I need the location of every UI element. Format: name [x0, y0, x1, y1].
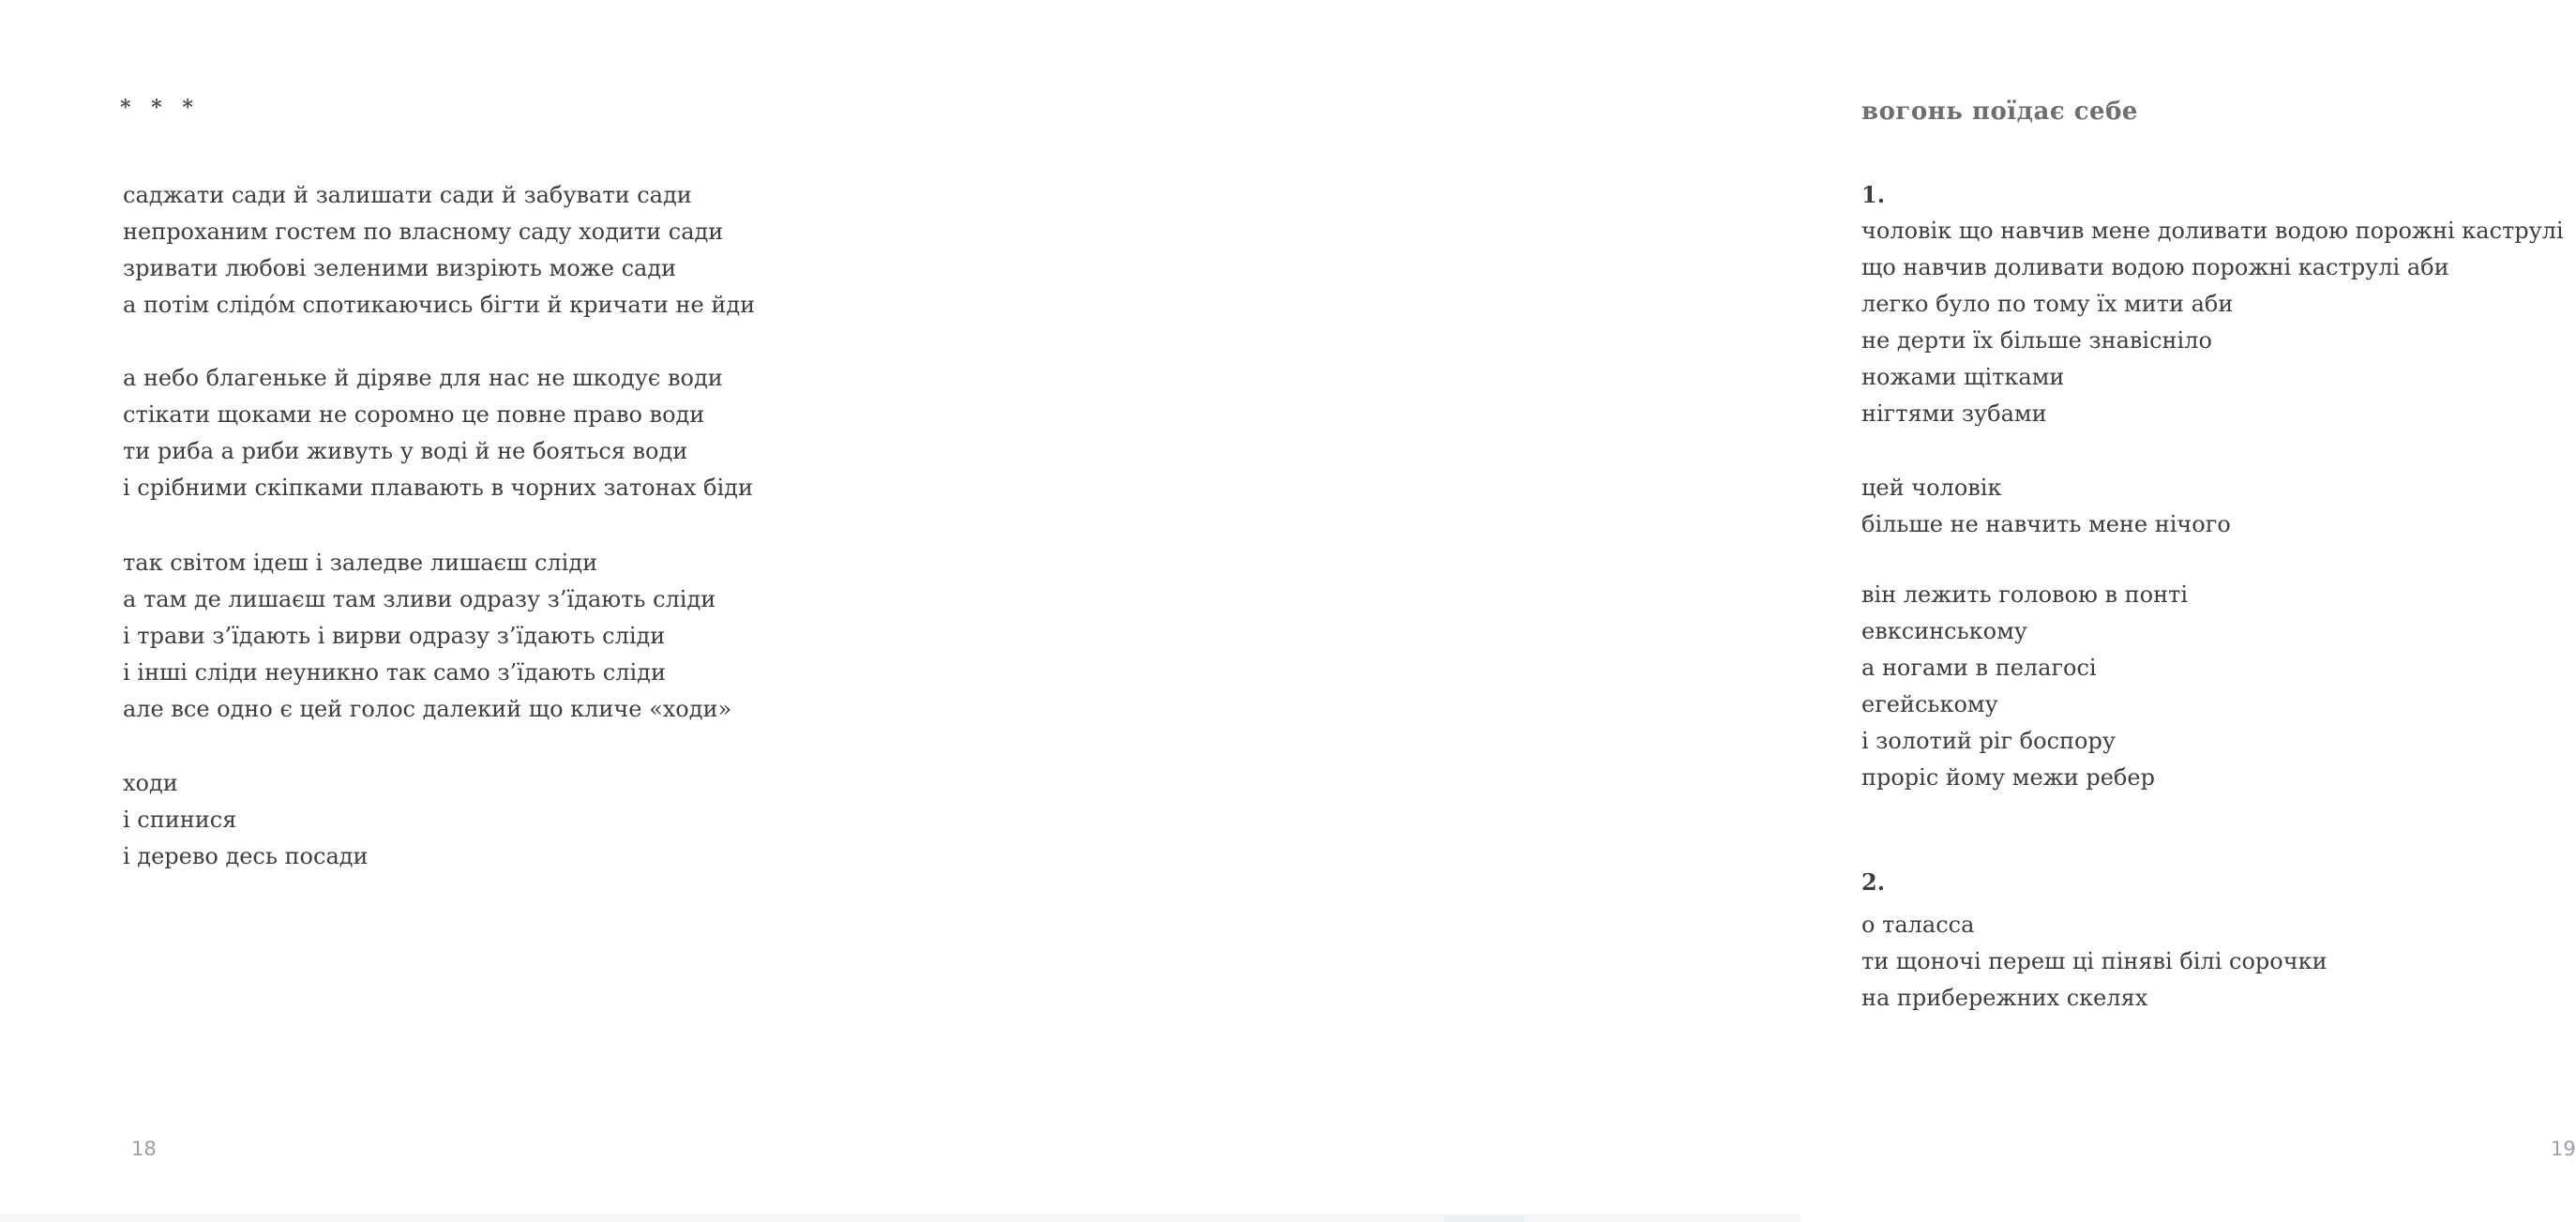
poem-stanza	[123, 360, 753, 506]
poem-line: але все одно є цей голос далекий що кличе «ходи»	[123, 696, 732, 722]
poem-stanza	[123, 545, 731, 728]
poem-line: стікати щоками не соромно це повне право води	[123, 401, 705, 428]
poem-line: так світом ідеш і заледве лишаєш сліди	[123, 550, 598, 576]
page-edge-shadow	[0, 1214, 1800, 1222]
poem-line: ножами щітками	[1861, 364, 2065, 390]
poem-line: і інші сліди неуникно так само з’їдають сліди	[123, 659, 666, 686]
poem-line: і срібними скіпками плавають в чорних затонах біди	[123, 475, 753, 501]
poem-line: а небо благеньке й діряве для нас не шкодує води	[123, 365, 723, 391]
left-page	[0, 0, 900, 1222]
poem-stanza	[1861, 213, 2564, 432]
poem-stanza	[123, 765, 369, 875]
poem-line: ти щоночі переш ці піняві білі сорочки	[1861, 948, 2327, 974]
poem-line: нігтями зубами	[1861, 400, 2047, 427]
untitled-poem-marker: * * *	[120, 96, 200, 120]
poem-line: евксинському	[1861, 618, 2027, 644]
poem-line: він лежить головою в понті	[1861, 581, 2189, 608]
poem-line: і дерево десь посади	[123, 843, 369, 869]
poem-line: чоловік що навчив мене доливати водою порожні каструлі	[1861, 218, 2564, 244]
page-number: 19	[2551, 1138, 2576, 1160]
poem-line: і золотий ріг боспору	[1861, 728, 2116, 754]
poem-line: проріс йому межи ребер	[1861, 764, 2155, 791]
poem-line: о таласса	[1861, 912, 1975, 938]
poem-line: а потім слідо́м спотикаючись бігти й кричати не йди	[123, 292, 756, 318]
poem-line: і трави з’їдають і вирви одразу з’їдають сліди	[123, 623, 666, 649]
section-number: 1.	[1861, 181, 1886, 208]
poem-line: а там де лишаєш там зливи одразу з’їдають сліди	[123, 586, 716, 612]
poem-title: вогонь поїдає себе	[1861, 98, 2138, 126]
poem-line: непроханим гостем по власному саду ходити сади	[123, 219, 724, 245]
poem-stanza	[1861, 907, 2327, 1017]
poem-line: легко було по тому їх мити аби	[1861, 291, 2234, 317]
poem-line: не дерти їх більше знавісніло	[1861, 327, 2212, 354]
poem-line: що навчив доливати водою порожні каструлі аби	[1861, 254, 2449, 280]
poem-line: більше не навчить мене нічого	[1861, 511, 2231, 537]
section-number: 2.	[1861, 868, 1886, 896]
poem-stanza	[1861, 470, 2231, 543]
right-page	[900, 0, 2576, 1222]
poem-line: ходи	[123, 770, 178, 796]
page-edge-shadow-segment	[1444, 1215, 1524, 1222]
poem-stanza	[123, 177, 755, 324]
poem-line: цей чоловік	[1861, 475, 2002, 501]
poem-line: і спинися	[123, 807, 237, 833]
poem-line: на прибережних скелях	[1861, 985, 2148, 1011]
page-number: 18	[131, 1138, 157, 1160]
poem-line: а ногами в пелагосі	[1861, 655, 2097, 681]
poem-line: зривати любові зеленими визріють може сади	[123, 255, 677, 281]
poem-line: егейському	[1861, 691, 1998, 717]
poem-stanza	[1861, 577, 2188, 796]
poem-line: ти риба а риби живуть у воді й не бояться води	[123, 438, 688, 464]
poem-line: саджати сади й залишати сади й забувати сади	[123, 182, 692, 208]
